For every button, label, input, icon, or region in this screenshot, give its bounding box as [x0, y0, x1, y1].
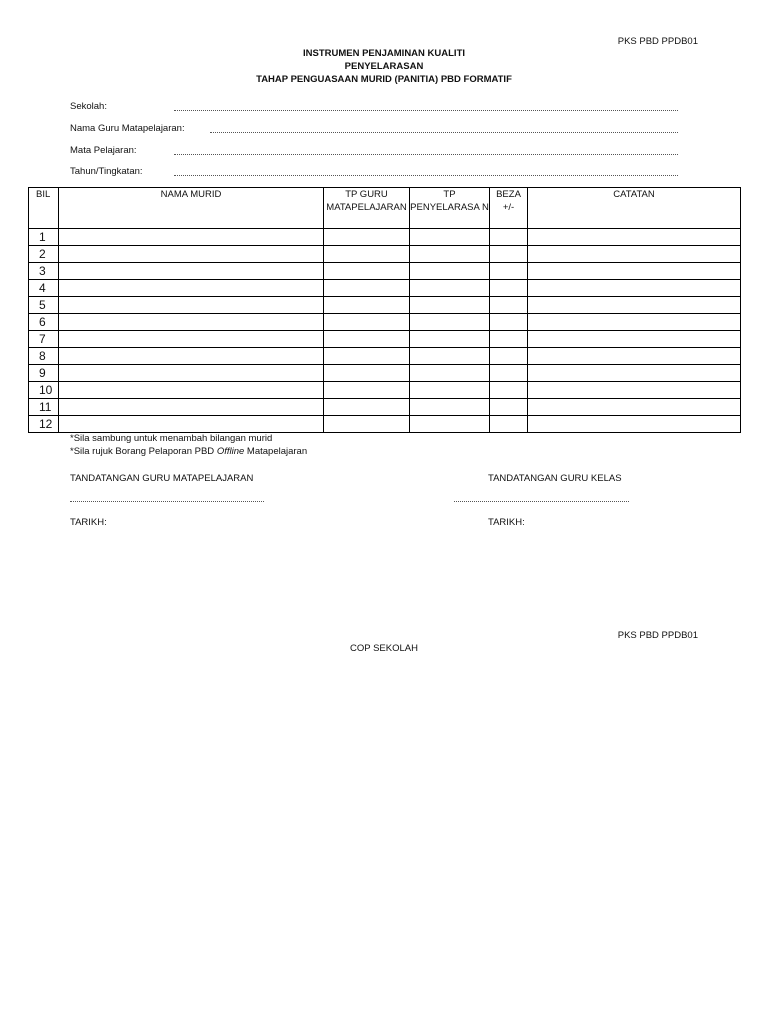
cell-catatan[interactable] — [528, 246, 741, 263]
cell-nama[interactable] — [59, 246, 324, 263]
note-extend: *Sila sambung untuk menambah bilangan murid — [70, 433, 273, 444]
date-right-label: TARIKH: — [488, 517, 525, 528]
cell-tp-guru[interactable] — [324, 280, 410, 297]
cell-tp-guru[interactable] — [324, 348, 410, 365]
cell-tp-penyelaras[interactable] — [410, 348, 490, 365]
cell-catatan[interactable] — [528, 382, 741, 399]
header-catatan: CATATAN — [528, 188, 741, 229]
school-stamp-label: COP SEKOLAH — [350, 643, 418, 654]
cell-tp-penyelaras[interactable] — [410, 297, 490, 314]
cell-nama[interactable] — [59, 280, 324, 297]
cell-tp-guru[interactable] — [324, 399, 410, 416]
signature-right-label: TANDATANGAN GURU KELAS — [488, 473, 622, 484]
form-code: PKS PBD PPDB01 — [617, 36, 698, 47]
cell-tp-penyelaras[interactable] — [410, 280, 490, 297]
row-number: 4 — [29, 280, 59, 297]
note-refer-prefix: *Sila rujuk Borang Pelaporan PBD — [70, 446, 217, 457]
cell-tp-guru[interactable] — [324, 229, 410, 246]
field-tahun-label: Tahun/Tingkatan: — [70, 166, 143, 177]
cell-tp-penyelaras[interactable] — [410, 263, 490, 280]
cell-catatan[interactable] — [528, 229, 741, 246]
cell-tp-penyelaras[interactable] — [410, 382, 490, 399]
cell-nama[interactable] — [59, 263, 324, 280]
table-row — [29, 416, 741, 433]
cell-catatan[interactable] — [528, 331, 741, 348]
table-row — [29, 348, 741, 365]
cell-catatan[interactable] — [528, 399, 741, 416]
cell-beza[interactable] — [490, 382, 528, 399]
note-refer-suffix: Matapelajaran — [244, 446, 308, 457]
footer-form-code: PKS PBD PPDB01 — [617, 630, 698, 641]
field-sekolah-line[interactable] — [174, 110, 678, 111]
table-row — [29, 246, 741, 263]
cell-tp-guru[interactable] — [324, 382, 410, 399]
cell-catatan[interactable] — [528, 348, 741, 365]
table-row — [29, 314, 741, 331]
cell-tp-penyelaras[interactable] — [410, 365, 490, 382]
cell-nama[interactable] — [59, 382, 324, 399]
cell-beza[interactable] — [490, 416, 528, 433]
cell-tp-penyelaras[interactable] — [410, 246, 490, 263]
date-left-label: TARIKH: — [70, 517, 107, 528]
field-nama-guru-label: Nama Guru Matapelajaran: — [70, 123, 185, 134]
table-body — [29, 229, 741, 433]
cell-nama[interactable] — [59, 331, 324, 348]
field-sekolah-label: Sekolah: — [70, 101, 107, 112]
table-row — [29, 399, 741, 416]
student-table — [28, 187, 741, 433]
cell-catatan[interactable] — [528, 297, 741, 314]
cell-nama[interactable] — [59, 416, 324, 433]
header-beza: BEZA +/- — [490, 188, 528, 229]
field-mata-pelajaran-line[interactable] — [174, 154, 678, 155]
cell-catatan[interactable] — [528, 280, 741, 297]
cell-nama[interactable] — [59, 399, 324, 416]
row-number: 9 — [29, 365, 59, 382]
cell-nama[interactable] — [59, 314, 324, 331]
title-line-2: PENYELARASAN — [344, 61, 424, 72]
cell-tp-penyelaras[interactable] — [410, 416, 490, 433]
field-nama-guru-line[interactable] — [210, 132, 678, 133]
field-mata-pelajaran-label: Mata Pelajaran: — [70, 145, 137, 156]
document-title — [0, 47, 768, 86]
header-nama-murid: NAMA MURID — [59, 188, 324, 229]
cell-beza[interactable] — [490, 229, 528, 246]
row-number: 7 — [29, 331, 59, 348]
table-row — [29, 280, 741, 297]
title-line-3: TAHAP PENGUASAAN MURID (PANITIA) PBD FORMATIF — [256, 74, 512, 85]
cell-catatan[interactable] — [528, 416, 741, 433]
signature-left-label: TANDATANGAN GURU MATAPELAJARAN — [70, 473, 254, 484]
cell-beza[interactable] — [490, 314, 528, 331]
cell-beza[interactable] — [490, 399, 528, 416]
table-row — [29, 263, 741, 280]
cell-catatan[interactable] — [528, 263, 741, 280]
cell-tp-guru[interactable] — [324, 365, 410, 382]
row-number: 3 — [29, 263, 59, 280]
cell-nama[interactable] — [59, 365, 324, 382]
title-line-1: INSTRUMEN PENJAMINAN KUALITI — [302, 48, 466, 59]
cell-tp-guru[interactable] — [324, 263, 410, 280]
table-header-row — [29, 188, 741, 229]
field-tahun-line[interactable] — [174, 175, 678, 176]
signature-left-line[interactable] — [70, 501, 264, 502]
row-number: 1 — [29, 229, 59, 246]
cell-tp-guru[interactable] — [324, 314, 410, 331]
table-row — [29, 297, 741, 314]
cell-beza[interactable] — [490, 246, 528, 263]
cell-catatan[interactable] — [528, 365, 741, 382]
row-number: 6 — [29, 314, 59, 331]
header-bil: BIL — [29, 188, 59, 229]
cell-tp-guru[interactable] — [324, 297, 410, 314]
table-row — [29, 382, 741, 399]
row-number: 8 — [29, 348, 59, 365]
cell-beza[interactable] — [490, 280, 528, 297]
cell-nama[interactable] — [59, 348, 324, 365]
cell-beza[interactable] — [490, 331, 528, 348]
cell-beza[interactable] — [490, 263, 528, 280]
cell-tp-penyelaras[interactable] — [410, 314, 490, 331]
row-number: 12 — [29, 416, 59, 433]
cell-nama[interactable] — [59, 229, 324, 246]
table-row — [29, 229, 741, 246]
row-number: 10 — [29, 382, 59, 399]
cell-beza[interactable] — [490, 348, 528, 365]
note-refer-italic: Offline — [216, 446, 245, 457]
cell-tp-penyelaras[interactable] — [410, 229, 490, 246]
cell-tp-guru[interactable] — [324, 416, 410, 433]
cell-tp-guru[interactable] — [324, 331, 410, 348]
row-number: 2 — [29, 246, 59, 263]
cell-nama[interactable] — [59, 297, 324, 314]
cell-beza[interactable] — [490, 297, 528, 314]
cell-tp-penyelaras[interactable] — [410, 331, 490, 348]
cell-beza[interactable] — [490, 365, 528, 382]
table-row — [29, 331, 741, 348]
header-tp-penyelaras: TP PENYELARASA N — [410, 188, 490, 229]
cell-catatan[interactable] — [528, 314, 741, 331]
row-number: 11 — [29, 399, 59, 416]
cell-tp-guru[interactable] — [324, 246, 410, 263]
header-tp-guru: TP GURU MATAPELAJARAN — [324, 188, 410, 229]
cell-tp-penyelaras[interactable] — [410, 399, 490, 416]
note-refer — [70, 446, 307, 457]
table-row — [29, 365, 741, 382]
signature-right-line[interactable] — [454, 501, 629, 502]
row-number: 5 — [29, 297, 59, 314]
